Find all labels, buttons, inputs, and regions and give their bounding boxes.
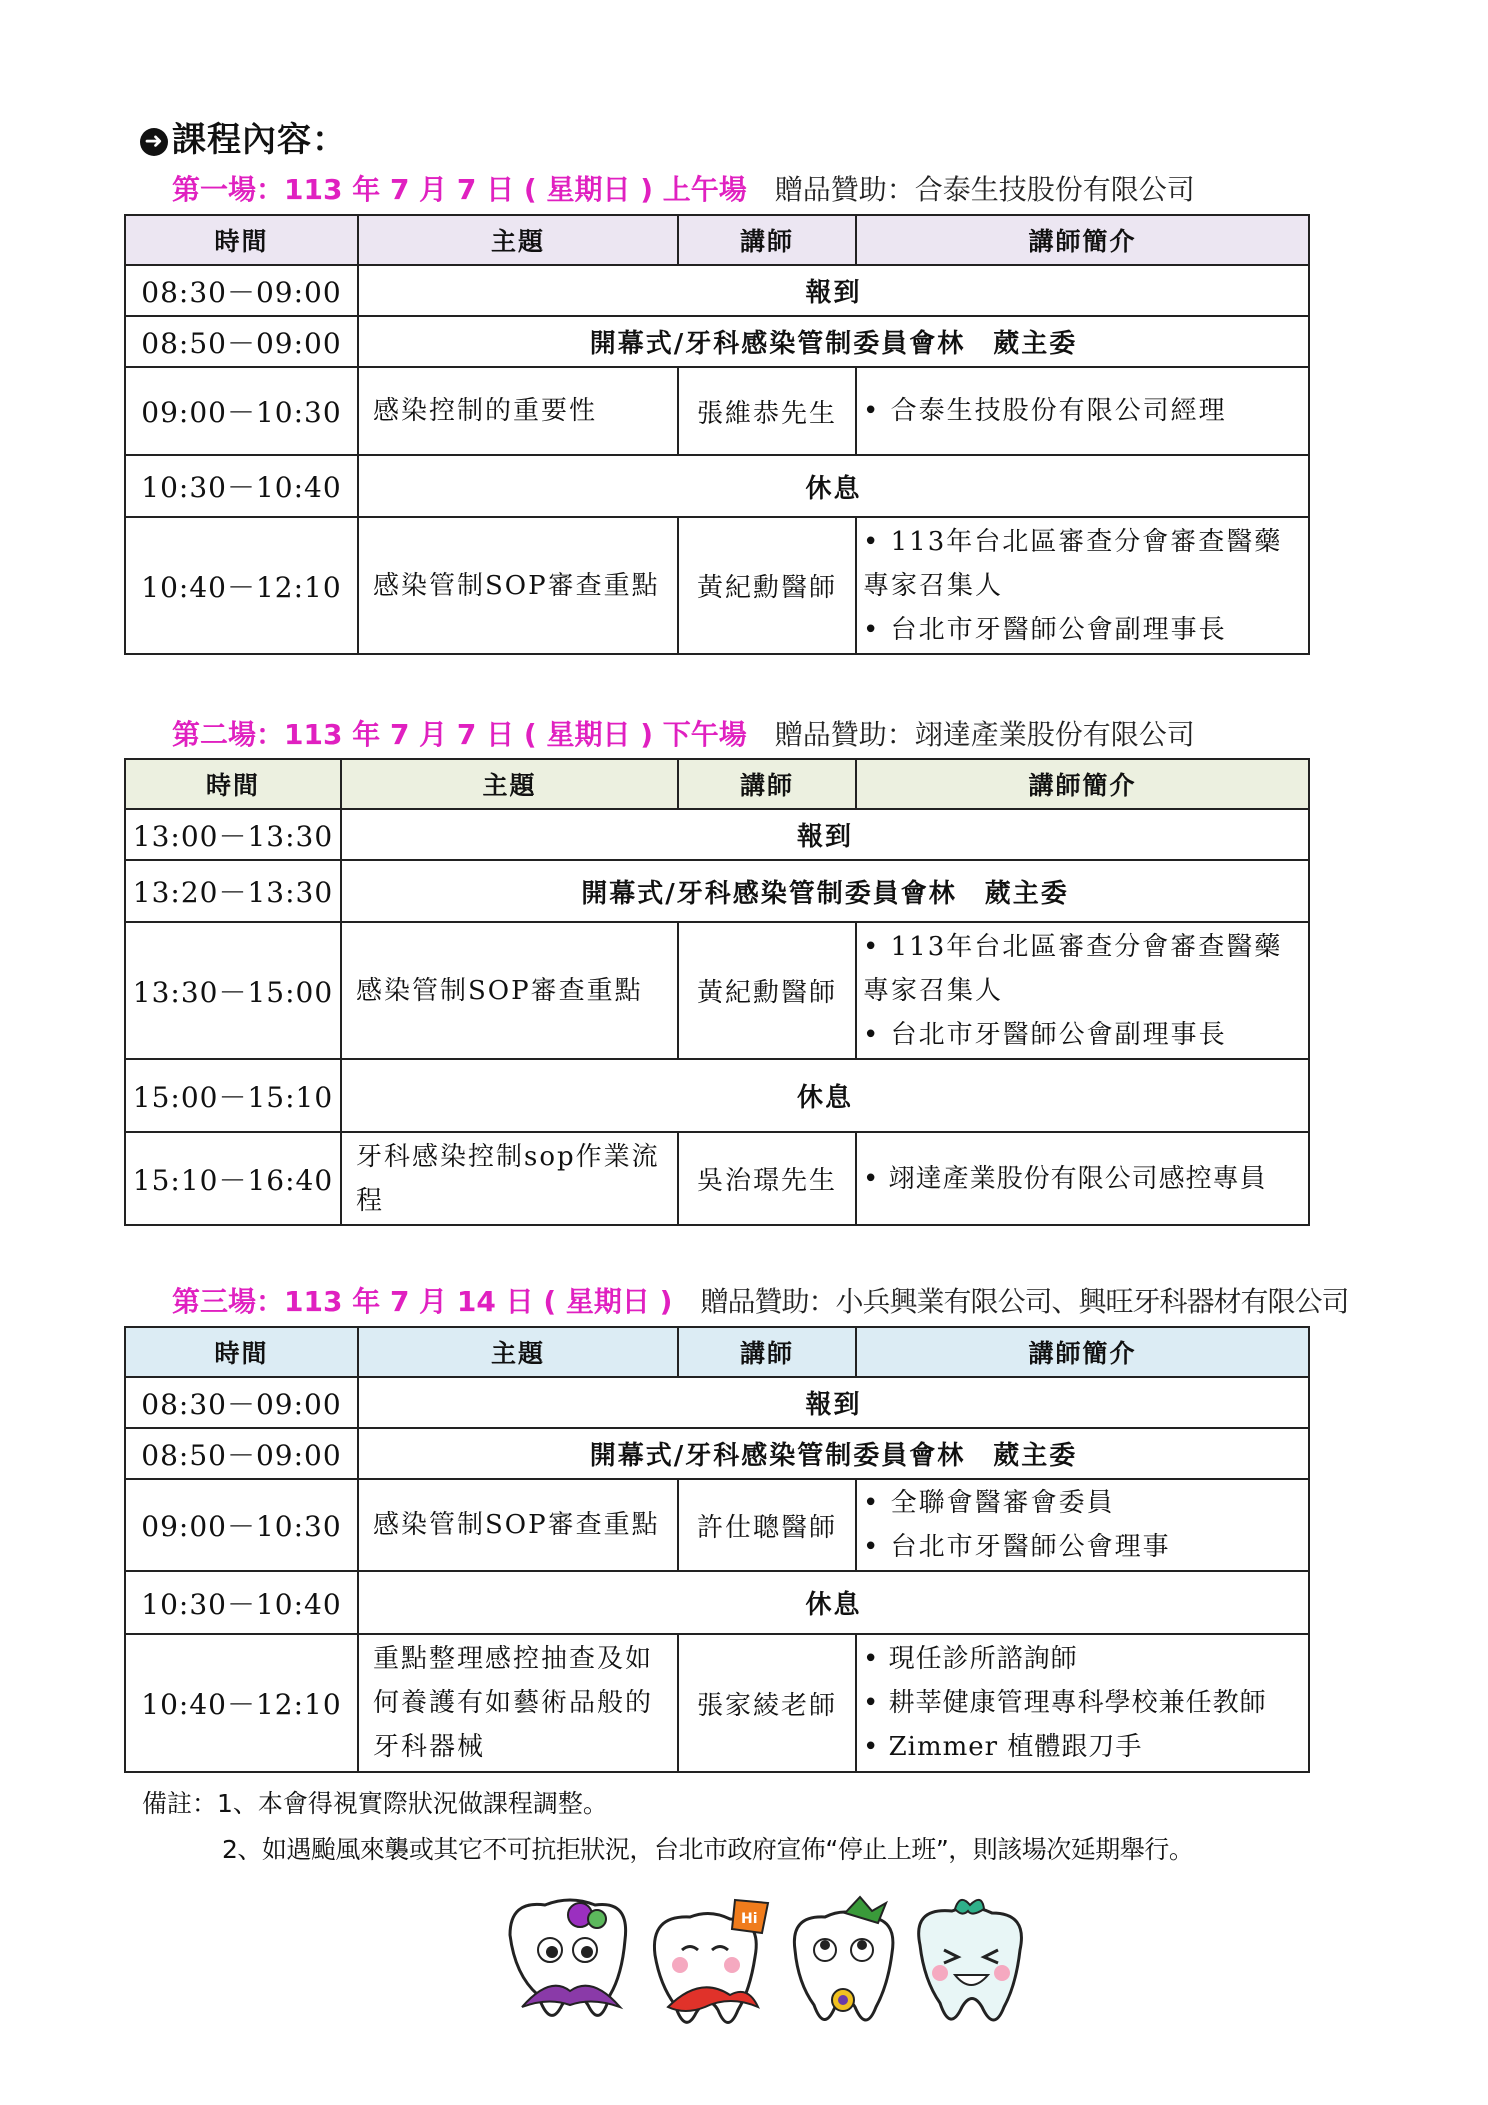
time-cell: 10:40－12:10 <box>125 1634 358 1772</box>
session-title: 第三場：113 年 7 月 14 日 ( 星期日 ) <box>172 1285 673 1318</box>
table-row <box>125 455 1309 517</box>
speaker-cell: 許仕聰醫師 <box>678 1479 856 1571</box>
col-header-speaker: 講師 <box>678 215 856 265</box>
session-1-title-line <box>172 168 1195 208</box>
bio-item: 翊達產業股份有限公司感控專員 <box>888 1163 1267 1194</box>
table-row <box>125 809 1309 860</box>
col-header-topic: 主題 <box>341 759 678 809</box>
section-heading <box>140 112 347 161</box>
time-cell: 13:00－13:30 <box>125 809 341 860</box>
span-cell: 開幕式/牙科感染管制委員會林 葳主委 <box>358 1428 1309 1479</box>
bio-item: 113年台北區審查分會審查醫藥專家召集人 <box>863 931 1283 1006</box>
span-cell: 報到 <box>358 265 1309 316</box>
bio-line: • 現任診所諮詢師 <box>863 1644 1078 1674</box>
col-header-bio: 講師簡介 <box>856 215 1309 265</box>
col-header-time: 時間 <box>125 1327 358 1377</box>
session-title: 第二場：113 年 7 月 7 日 ( 星期日 ) 下午場 <box>172 718 747 751</box>
col-header-speaker: 講師 <box>678 1327 856 1377</box>
bio-cell: • 翊達產業股份有限公司感控專員 <box>856 1132 1309 1225</box>
time-cell: 13:30－15:00 <box>125 922 341 1059</box>
bio-cell <box>856 517 1309 654</box>
bio-item: 全聯會醫審會委員 <box>890 1488 1115 1518</box>
bio-line: • Zimmer 植體跟刀手 <box>863 1732 1143 1762</box>
table-row <box>125 1479 1309 1571</box>
bio-cell: • 合泰生技股份有限公司經理 <box>856 367 1309 455</box>
session-sponsor: 贈品贊助：翊達產業股份有限公司 <box>774 718 1195 751</box>
note-2: 2、如遇颱風來襲或其它不可抗拒狀況，台北市政府宣佈“停止上班”，則該場次延期舉行。 <box>222 1835 1194 1864</box>
bio-item: 合泰生技股份有限公司經理 <box>890 396 1227 426</box>
col-header-topic: 主題 <box>358 1327 678 1377</box>
col-header-time: 時間 <box>125 759 341 809</box>
table-header-row <box>125 215 1309 265</box>
bio-cell <box>856 1634 1309 1772</box>
table-row <box>125 1428 1309 1479</box>
col-header-bio: 講師簡介 <box>856 1327 1309 1377</box>
time-cell: 08:30－09:00 <box>125 265 358 316</box>
session-title: 第一場：113 年 7 月 7 日 ( 星期日 ) 上午場 <box>172 173 747 206</box>
topic-cell: 感染管制SOP審查重點 <box>358 1479 678 1571</box>
bio-item: Zimmer 植體跟刀手 <box>888 1732 1143 1762</box>
span-cell: 休息 <box>358 1571 1309 1634</box>
table-row <box>125 922 1309 1059</box>
col-header-speaker: 講師 <box>678 759 856 809</box>
bio-item: 113年台北區審查分會審查醫藥專家召集人 <box>863 526 1283 601</box>
speaker-cell: 吳治璟先生 <box>678 1132 856 1225</box>
bio-line: • 耕莘健康管理專科學校兼任教師 <box>863 1688 1267 1718</box>
session-3-title-line <box>172 1280 1349 1320</box>
table-row <box>125 1571 1309 1634</box>
table-row <box>125 1059 1309 1132</box>
table-row <box>125 316 1309 367</box>
bio-line: • 台北市牙醫師公會副理事長 <box>863 1019 1227 1050</box>
time-cell: 10:30－10:40 <box>125 455 358 517</box>
table-header-row <box>125 759 1309 809</box>
bio-line: • 全聯會醫審會委員 <box>863 1488 1115 1518</box>
col-header-bio: 講師簡介 <box>856 759 1309 809</box>
span-cell: 開幕式/牙科感染管制委員會林 葳主委 <box>358 316 1309 367</box>
arrow-right-icon: ➜ <box>140 128 168 156</box>
bio-line: • 台北市牙醫師公會副理事長 <box>863 614 1227 645</box>
bio-item: 台北市牙醫師公會理事 <box>890 1532 1171 1562</box>
time-cell: 10:40－12:10 <box>125 517 358 654</box>
session-sponsor: 贈品贊助：合泰生技股份有限公司 <box>774 173 1195 206</box>
span-cell: 報到 <box>358 1377 1309 1428</box>
time-cell: 15:10－16:40 <box>125 1132 341 1225</box>
topic-cell: 感染控制的重要性 <box>358 367 678 455</box>
time-cell: 13:20－13:30 <box>125 860 341 922</box>
bio-item: 台北市牙醫師公會副理事長 <box>890 614 1227 645</box>
col-header-topic: 主題 <box>358 215 678 265</box>
tooth-mascot-2 <box>654 1900 768 2023</box>
table-row <box>125 265 1309 316</box>
session-sponsor: 贈品贊助：小兵興業有限公司、興旺牙科器材有限公司 <box>700 1285 1349 1318</box>
schedule-table-2 <box>124 758 1310 1226</box>
span-cell: 休息 <box>358 455 1309 517</box>
topic-cell: 重點整理感控抽查及如何養護有如藝術品般的牙科器械 <box>358 1634 678 1772</box>
time-cell: 10:30－10:40 <box>125 1571 358 1634</box>
tooth-mascot-1 <box>510 1900 626 2015</box>
span-cell: 開幕式/牙科感染管制委員會林 葳主委 <box>341 860 1309 922</box>
mascot-sign-text: Hi <box>741 1911 758 1927</box>
tooth-mascot-3 <box>794 1897 893 2020</box>
speaker-cell: 黃紀勳醫師 <box>678 922 856 1059</box>
bio-line: • 113年台北區審查分會審查醫藥專家召集人 <box>863 526 1283 601</box>
span-cell: 休息 <box>341 1059 1309 1132</box>
tooth-mascots-illustration <box>500 1895 1060 2045</box>
table-row <box>125 367 1309 455</box>
table-row <box>125 1132 1309 1225</box>
bio-cell <box>856 1479 1309 1571</box>
time-cell: 09:00－10:30 <box>125 367 358 455</box>
speaker-cell: 張家綾老師 <box>678 1634 856 1772</box>
bio-item: 耕莘健康管理專科學校兼任教師 <box>888 1688 1267 1718</box>
table-row <box>125 860 1309 922</box>
time-cell: 15:00－15:10 <box>125 1059 341 1132</box>
time-cell: 09:00－10:30 <box>125 1479 358 1571</box>
bio-line: • 113年台北區審查分會審查醫藥專家召集人 <box>863 931 1283 1006</box>
bio-item: 現任診所諮詢師 <box>888 1644 1078 1674</box>
tooth-mascot-4 <box>919 1900 1022 2020</box>
speaker-cell: 黃紀勳醫師 <box>678 517 856 654</box>
table-row <box>125 1377 1309 1428</box>
table-row <box>125 517 1309 654</box>
topic-cell: 感染管制SOP審查重點 <box>341 922 678 1059</box>
topic-cell: 牙科感染控制sop作業流程 <box>341 1132 678 1225</box>
span-cell: 報到 <box>341 809 1309 860</box>
schedule-table-1 <box>124 214 1310 655</box>
time-cell: 08:50－09:00 <box>125 316 358 367</box>
time-cell: 08:50－09:00 <box>125 1428 358 1479</box>
bio-line: • 台北市牙醫師公會理事 <box>863 1532 1171 1562</box>
speaker-cell: 張維恭先生 <box>678 367 856 455</box>
bio-cell <box>856 922 1309 1059</box>
col-header-time: 時間 <box>125 215 358 265</box>
note-1: 備註：1、本會得視實際狀況做課程調整。 <box>142 1789 608 1818</box>
table-header-row <box>125 1327 1309 1377</box>
time-cell: 08:30－09:00 <box>125 1377 358 1428</box>
table-row <box>125 1634 1309 1772</box>
topic-cell: 感染管制SOP審查重點 <box>358 517 678 654</box>
session-2-title-line <box>172 713 1195 753</box>
schedule-table-3 <box>124 1326 1310 1773</box>
bio-item: 台北市牙醫師公會副理事長 <box>890 1019 1227 1050</box>
heading-text: 課程內容： <box>172 120 347 160</box>
